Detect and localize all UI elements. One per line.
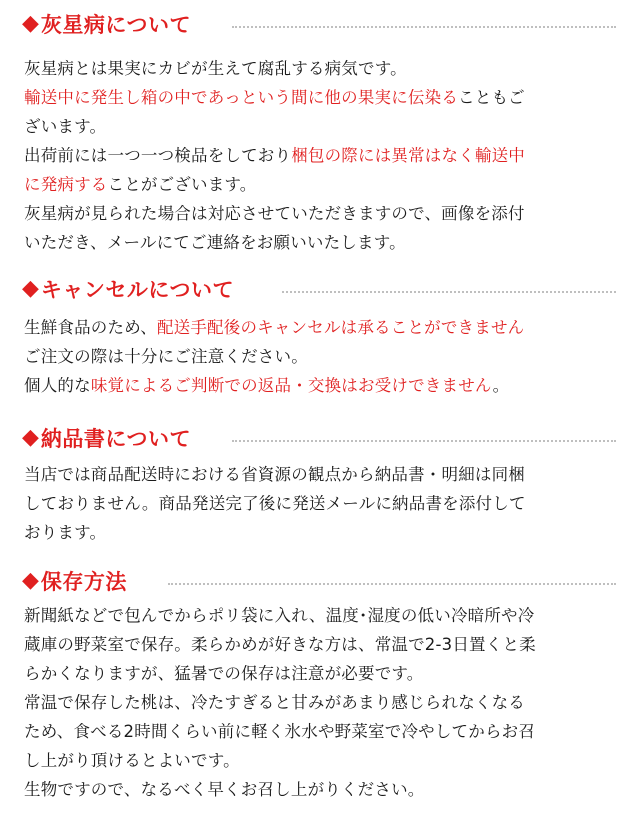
section-heading: [22, 4, 191, 44]
body-text: しておりません。商品発送完了後に発送メールに納品書を添付して: [24, 494, 526, 513]
body-text: 灰星病が見られた場合は対応させていただきますので、画像を添付: [24, 204, 525, 223]
body-line: [24, 746, 624, 775]
highlight-text: 配送手配後のキャンセルは承ることができません: [156, 318, 525, 337]
body-line: [24, 630, 624, 659]
body-text: し上がり頂けるとよいです。: [24, 751, 240, 770]
section-body: [24, 601, 624, 804]
section-body: [24, 460, 624, 547]
body-line: [24, 460, 624, 489]
body-line: [24, 775, 624, 804]
body-line: [24, 601, 624, 630]
body-text: いただき、メールにてご連絡をお願いいたします。: [24, 233, 406, 252]
body-text: 。: [492, 376, 510, 395]
body-text: ことがございます。: [107, 175, 257, 194]
body-line: [24, 141, 624, 170]
body-line: [24, 112, 624, 141]
body-text: らかくなりますが、猛暑での保存は注意が必要です。: [24, 664, 424, 683]
dotted-divider: [232, 26, 616, 28]
body-text: こともご: [458, 88, 525, 107]
body-line: [24, 54, 624, 83]
body-line: [24, 371, 624, 400]
diamond-icon: ◆: [22, 568, 39, 593]
diamond-icon: ◆: [22, 425, 39, 450]
body-line: [24, 199, 624, 228]
body-line: [24, 717, 624, 746]
dotted-divider: [168, 583, 616, 585]
section-body: [24, 54, 624, 257]
diamond-icon: ◆: [22, 11, 39, 36]
highlight-text: 輸送中に発生し箱の中であっという間に他の果実に伝染る: [24, 88, 459, 107]
body-text: 生鮮食品のため、: [24, 318, 157, 337]
body-text: 個人的な: [24, 376, 91, 395]
dotted-divider: [282, 291, 616, 293]
body-text: 新聞紙などで包んでからポリ袋に入れ、温度･湿度の低い冷暗所や冷: [24, 606, 535, 625]
body-line: [24, 688, 624, 717]
body-line: [24, 170, 624, 199]
dotted-divider: [232, 440, 616, 442]
section-heading: [22, 418, 191, 458]
body-text: 出荷前には一つ一つ検品をしており: [24, 146, 292, 165]
highlight-text: に発病する: [24, 175, 108, 194]
section-heading: [22, 269, 234, 309]
section-body: [24, 313, 624, 400]
body-text: 蔵庫の野菜室で保存。柔らかめが好きな方は、常温で2-3日置くと柔: [24, 635, 536, 654]
section-title: 保存方法: [40, 570, 127, 594]
section-heading: [22, 561, 127, 601]
body-line: [24, 659, 624, 688]
body-line: [24, 518, 624, 547]
body-text: ご注文の際は十分にご注意ください。: [24, 347, 308, 366]
body-text: 生物ですので、なるべく早くお召し上がりください。: [24, 780, 425, 799]
body-line: [24, 342, 624, 371]
body-text: 当店では商品配送時における省資源の観点から納品書・明細は同梱: [24, 465, 525, 484]
body-text: ざいます。: [24, 117, 107, 136]
body-line: [24, 83, 624, 112]
body-text: 灰星病とは果実にカビが生えて腐乱する病気です。: [24, 59, 407, 78]
section-title: キャンセルについて: [40, 278, 235, 302]
body-text: おります。: [24, 523, 107, 542]
body-text: 常温で保存した桃は、冷たすぎると甘みがあまり感じられなくなる: [24, 693, 525, 712]
body-line: [24, 228, 624, 257]
body-line: [24, 313, 624, 342]
section-title: 納品書について: [40, 427, 192, 451]
body-line: [24, 489, 624, 518]
diamond-icon: ◆: [22, 276, 39, 301]
body-text: ため、食べる2時間くらい前に軽く氷水や野菜室で冷やしてからお召: [24, 722, 536, 741]
highlight-text: 梱包の際には異常はなく輸送中: [291, 146, 526, 165]
highlight-text: 味覚によるご判断での返品・交換はお受けできません: [90, 376, 493, 395]
section-title: 灰星病について: [40, 13, 192, 37]
